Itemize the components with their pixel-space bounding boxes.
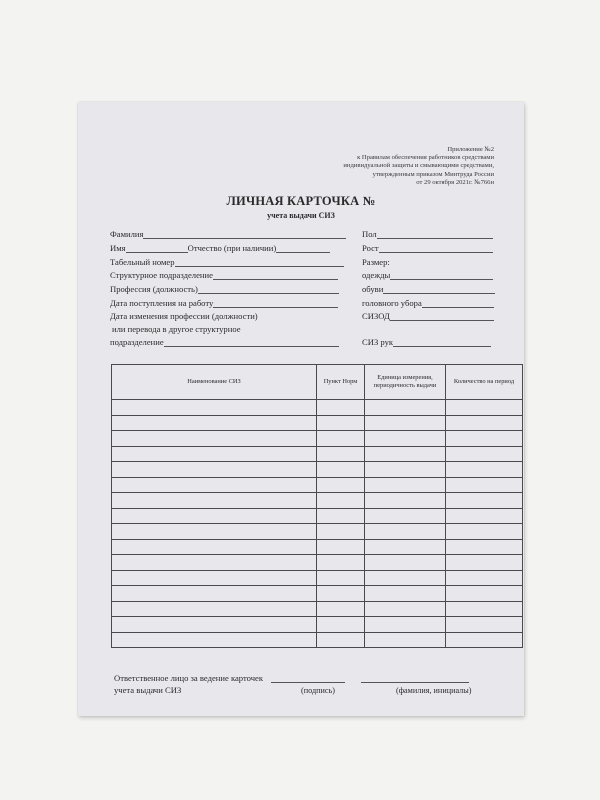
table-cell	[446, 586, 523, 602]
siz-issue-table	[111, 364, 523, 648]
table-cell	[112, 539, 317, 555]
profession-label: Профессия (должность)	[110, 284, 198, 294]
transfer-label: или перевода в другое структурное	[112, 324, 241, 334]
shoes-line	[383, 284, 495, 294]
table-cell	[317, 493, 365, 509]
form-subtitle: учета выдачи СИЗ	[267, 211, 335, 220]
table-cell	[446, 462, 523, 478]
sizod-label: СИЗОД	[362, 311, 390, 321]
table-cell	[446, 508, 523, 524]
table-cell	[446, 415, 523, 431]
table-row	[112, 617, 523, 633]
table-cell	[317, 632, 365, 648]
headwear-label: головного убора	[362, 298, 422, 308]
table-cell	[365, 462, 446, 478]
table-cell	[317, 415, 365, 431]
header-siz-name: Наименование СИЗ	[112, 365, 317, 400]
table-cell	[446, 601, 523, 617]
headwear-field	[362, 298, 494, 308]
name-label: Имя	[110, 243, 126, 253]
appendix-line: утвержденным приказом Минтруда России	[372, 170, 494, 178]
table-cell	[446, 570, 523, 586]
department-label: Структурное подразделение	[110, 270, 213, 280]
table-cell	[112, 462, 317, 478]
table-cell	[365, 400, 446, 416]
signature-caption: (подпись)	[301, 686, 335, 695]
table-cell	[317, 570, 365, 586]
responsible-field-2: учета выдачи СИЗ	[114, 685, 182, 695]
height-label: Рост	[362, 243, 379, 253]
form-sheet	[78, 102, 524, 716]
table-cell	[365, 493, 446, 509]
name-initials-line	[361, 673, 469, 683]
table-cell	[112, 400, 317, 416]
header-quantity: Количество на период	[446, 365, 523, 400]
shoes-field	[362, 284, 495, 294]
table-cell	[317, 431, 365, 447]
table-cell	[112, 632, 317, 648]
signature-line	[271, 673, 345, 683]
name-field	[110, 243, 330, 253]
table-cell	[446, 555, 523, 571]
table-cell	[112, 601, 317, 617]
profession-line	[198, 284, 339, 294]
shoes-label: обуви	[362, 284, 384, 294]
table-cell	[317, 477, 365, 493]
hands-line	[393, 337, 491, 347]
table-cell	[317, 524, 365, 540]
table-header-row	[112, 365, 523, 400]
table-row	[112, 493, 523, 509]
change-date-label: Дата изменения профессии (должности)	[110, 311, 258, 321]
height-field	[362, 243, 493, 253]
surname-label: Фамилия	[110, 229, 144, 239]
table-body	[112, 400, 523, 648]
table-row	[112, 632, 523, 648]
sizod-line	[390, 311, 494, 321]
table-cell	[317, 508, 365, 524]
table-cell	[446, 632, 523, 648]
table-cell	[446, 446, 523, 462]
table-cell	[317, 617, 365, 633]
header-unit-period: Единица измерения, периодичность выдачи	[365, 365, 446, 400]
change-date-field	[110, 311, 258, 321]
table-row	[112, 570, 523, 586]
sizod-field	[362, 311, 494, 321]
form-title: ЛИЧНАЯ КАРТОЧКА №	[226, 194, 376, 208]
surname-field	[110, 229, 346, 239]
table-row	[112, 400, 523, 416]
table-cell	[317, 555, 365, 571]
table-cell	[446, 431, 523, 447]
clothes-label: одежды	[362, 270, 391, 280]
clothes-field	[362, 270, 493, 280]
table-row	[112, 462, 523, 478]
table-row	[112, 524, 523, 540]
name-line	[126, 243, 188, 253]
table-cell	[365, 446, 446, 462]
table-row	[112, 508, 523, 524]
table-cell	[112, 524, 317, 540]
hands-label: СИЗ рук	[362, 337, 394, 347]
appendix-line: Приложение №2	[447, 146, 494, 153]
table-cell	[365, 524, 446, 540]
tab-number-field	[110, 257, 344, 267]
subdivision-line	[164, 337, 339, 347]
sex-label: Пол	[362, 229, 377, 239]
table-cell	[446, 400, 523, 416]
size-field	[362, 257, 390, 267]
table-row	[112, 539, 523, 555]
table-cell	[446, 477, 523, 493]
table-row	[112, 555, 523, 571]
table-cell	[112, 415, 317, 431]
patronymic-line	[276, 243, 330, 253]
hands-field	[362, 337, 491, 347]
appendix-line: индивидуальной защиты и смывающими средствами,	[343, 162, 494, 170]
name-caption: (фамилия, инициалы)	[396, 686, 472, 695]
table-cell	[317, 539, 365, 555]
table-cell	[365, 415, 446, 431]
responsible-field	[114, 673, 469, 683]
surname-line	[143, 229, 346, 239]
table-cell	[365, 617, 446, 633]
appendix-line: к Правилам обеспечения работников средствами	[357, 154, 494, 162]
table-cell	[365, 477, 446, 493]
table-cell	[365, 601, 446, 617]
table-cell	[365, 570, 446, 586]
table-row	[112, 415, 523, 431]
table-cell	[112, 586, 317, 602]
clothes-line	[390, 270, 493, 280]
table-cell	[112, 431, 317, 447]
headwear-line	[422, 298, 494, 308]
hire-date-line	[213, 298, 338, 308]
table-cell	[112, 477, 317, 493]
table-row	[112, 601, 523, 617]
table-cell	[317, 462, 365, 478]
table-cell	[365, 539, 446, 555]
transfer-field	[112, 324, 241, 334]
table-cell	[446, 617, 523, 633]
table-cell	[446, 539, 523, 555]
table-cell	[112, 570, 317, 586]
table-row	[112, 446, 523, 462]
header-norm-item: Пункт Норм	[317, 365, 365, 400]
sex-line	[377, 229, 493, 239]
subdivision-field	[110, 337, 339, 347]
hire-date-field	[110, 298, 338, 308]
table-cell	[446, 493, 523, 509]
profession-field	[110, 284, 339, 294]
subdivision-label: подразделение	[110, 337, 164, 347]
department-field	[110, 270, 338, 280]
sex-field	[362, 229, 493, 239]
table-cell	[112, 508, 317, 524]
tab-number-label: Табельный номер	[110, 257, 175, 267]
table-cell	[365, 431, 446, 447]
table-cell	[365, 632, 446, 648]
department-line	[213, 270, 338, 280]
table-cell	[317, 586, 365, 602]
table-cell	[365, 508, 446, 524]
appendix-line: от 29 октября 2021г. №766н	[416, 178, 494, 186]
tab-number-line	[175, 257, 344, 267]
table-cell	[446, 524, 523, 540]
table-cell	[112, 446, 317, 462]
table-cell	[317, 400, 365, 416]
appendix-note	[254, 146, 494, 187]
size-label: Размер:	[362, 257, 390, 267]
height-line	[379, 243, 493, 253]
table-cell	[112, 617, 317, 633]
hire-date-label: Дата поступления на работу	[110, 298, 214, 308]
table-row	[112, 431, 523, 447]
table-row	[112, 477, 523, 493]
table-cell	[365, 586, 446, 602]
table-cell	[317, 446, 365, 462]
responsible-label: Ответственное лицо за ведение карточек	[114, 673, 264, 683]
table-cell	[112, 555, 317, 571]
patronymic-label: Отчество (при наличии)	[187, 243, 277, 253]
table-cell	[112, 493, 317, 509]
table-cell	[317, 601, 365, 617]
table-cell	[365, 555, 446, 571]
table-row	[112, 586, 523, 602]
